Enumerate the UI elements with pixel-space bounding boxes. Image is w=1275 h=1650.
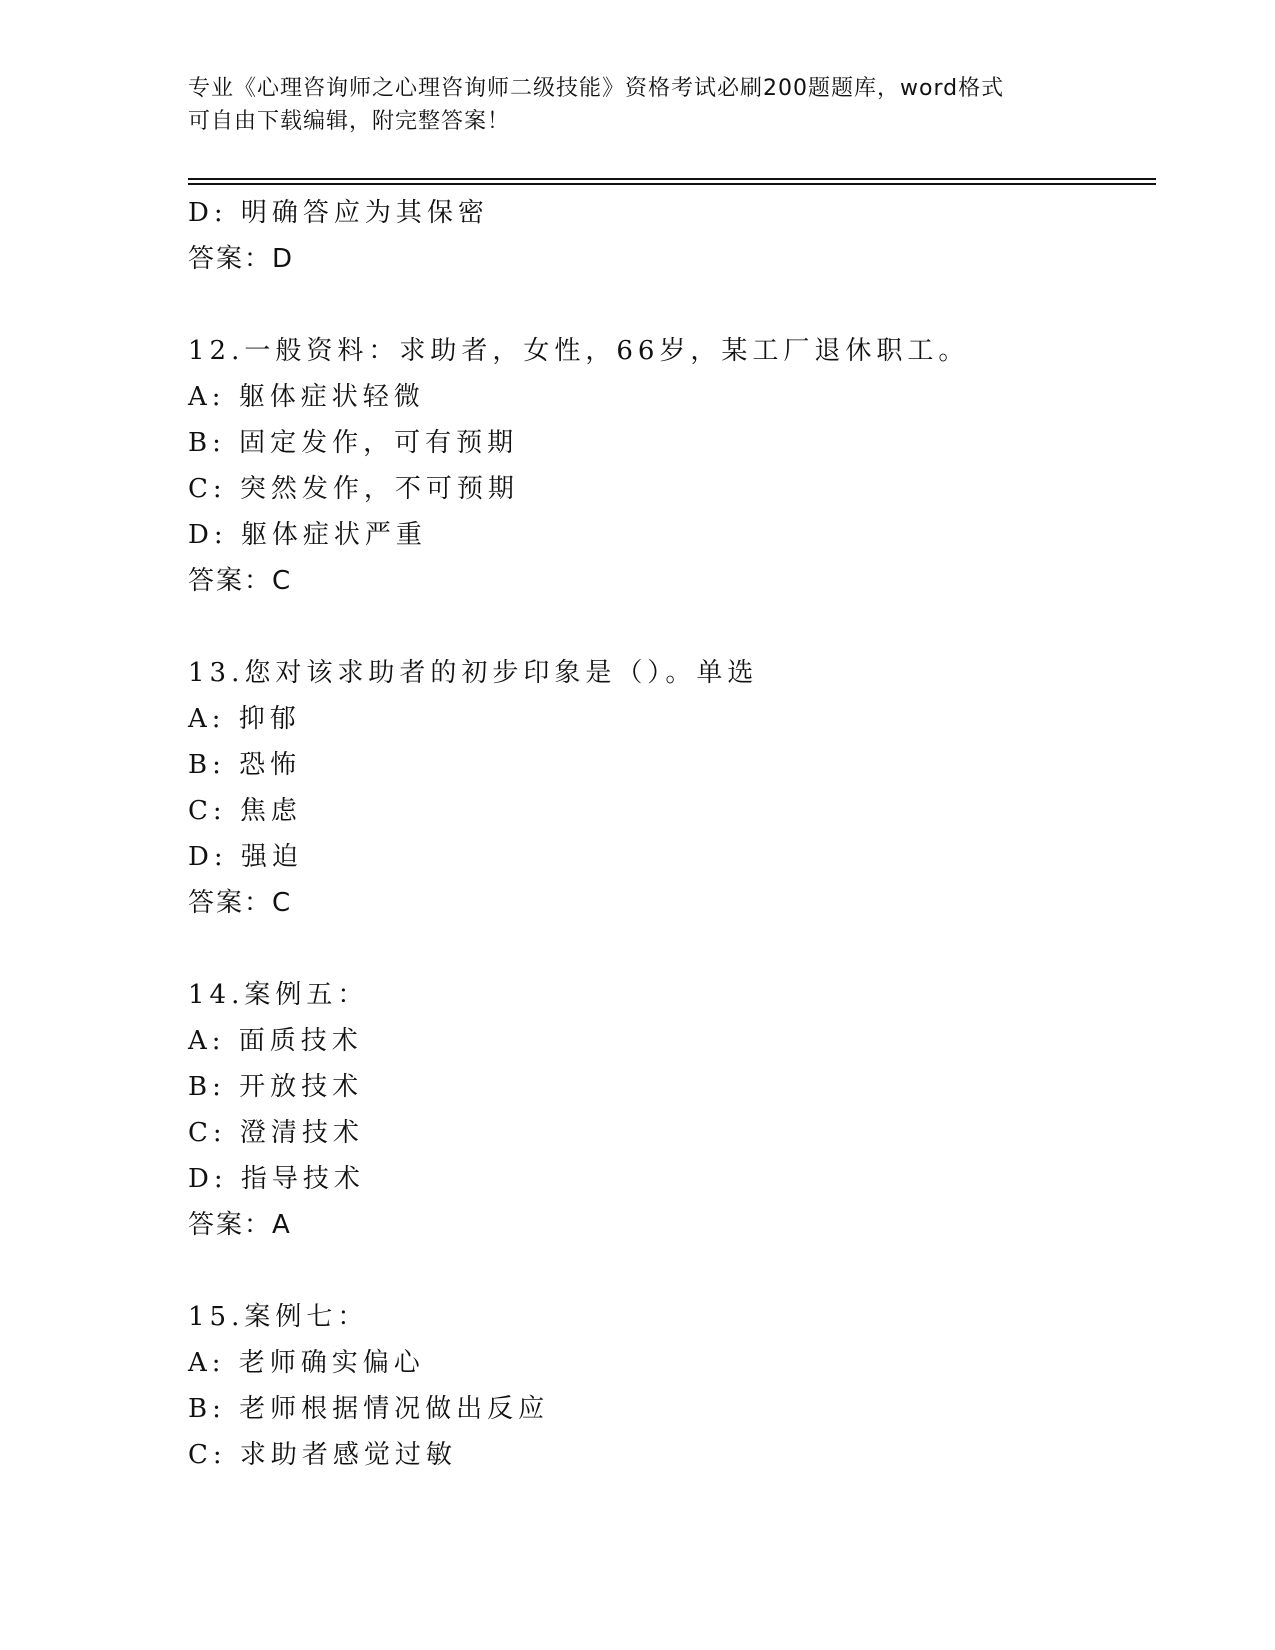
option-c: C: 焦虑 xyxy=(188,796,302,826)
option-a: A: 老师确实偏心 xyxy=(188,1348,425,1378)
spacer xyxy=(188,604,1148,650)
option-d: D: 指导技术 xyxy=(188,1164,365,1194)
question-15 xyxy=(188,1294,1148,1478)
header-rule-bottom xyxy=(188,183,1156,185)
option-b: B: 老师根据情况做出反应 xyxy=(188,1394,550,1424)
option-b: B: 恐怖 xyxy=(188,750,302,780)
option-d: D: 躯体症状严重 xyxy=(188,520,427,550)
option-a: A: 躯体症状轻微 xyxy=(188,382,425,412)
option-c: C: 澄清技术 xyxy=(188,1118,364,1148)
question-14 xyxy=(188,972,1148,1248)
question-stem: 12.一般资料：求助者，女性，66岁，某工厂退休职工。 xyxy=(188,336,970,366)
option-a: A: 抑郁 xyxy=(188,704,301,734)
option-d: D: 明确答应为其保密 xyxy=(188,198,489,228)
header-line-1: 专业《心理咨询师之心理咨询师二级技能》资格考试必刷200题题库，word格式 xyxy=(188,76,1005,101)
header-line-2: 可自由下载编辑，附完整答案！ xyxy=(188,109,511,134)
answer-line: 答案：C xyxy=(188,566,293,596)
option-b: B: 固定发作，可有预期 xyxy=(188,428,519,458)
question-stem: 14.案例五： xyxy=(188,980,369,1010)
option-c: C: 突然发作，不可预期 xyxy=(188,474,519,504)
question-12 xyxy=(188,328,1148,604)
option-b: B: 开放技术 xyxy=(188,1072,364,1102)
question-stem: 15.案例七： xyxy=(188,1302,369,1332)
question-list xyxy=(188,190,1148,1478)
header-rule-top xyxy=(188,178,1156,180)
option-a: A: 面质技术 xyxy=(188,1026,363,1056)
answer-line: 答案：A xyxy=(188,1210,292,1240)
option-d: D: 强迫 xyxy=(188,842,303,872)
question-stem: 13.您对该求助者的初步印象是（）。单选 xyxy=(188,658,759,688)
answer-line: 答案：D xyxy=(188,244,295,274)
spacer xyxy=(188,282,1148,328)
spacer xyxy=(188,1248,1148,1294)
spacer xyxy=(188,926,1148,972)
answer-line: 答案：C xyxy=(188,888,293,918)
document-header xyxy=(188,72,1068,138)
option-c: C: 求助者感觉过敏 xyxy=(188,1440,457,1470)
question-13 xyxy=(188,650,1148,926)
